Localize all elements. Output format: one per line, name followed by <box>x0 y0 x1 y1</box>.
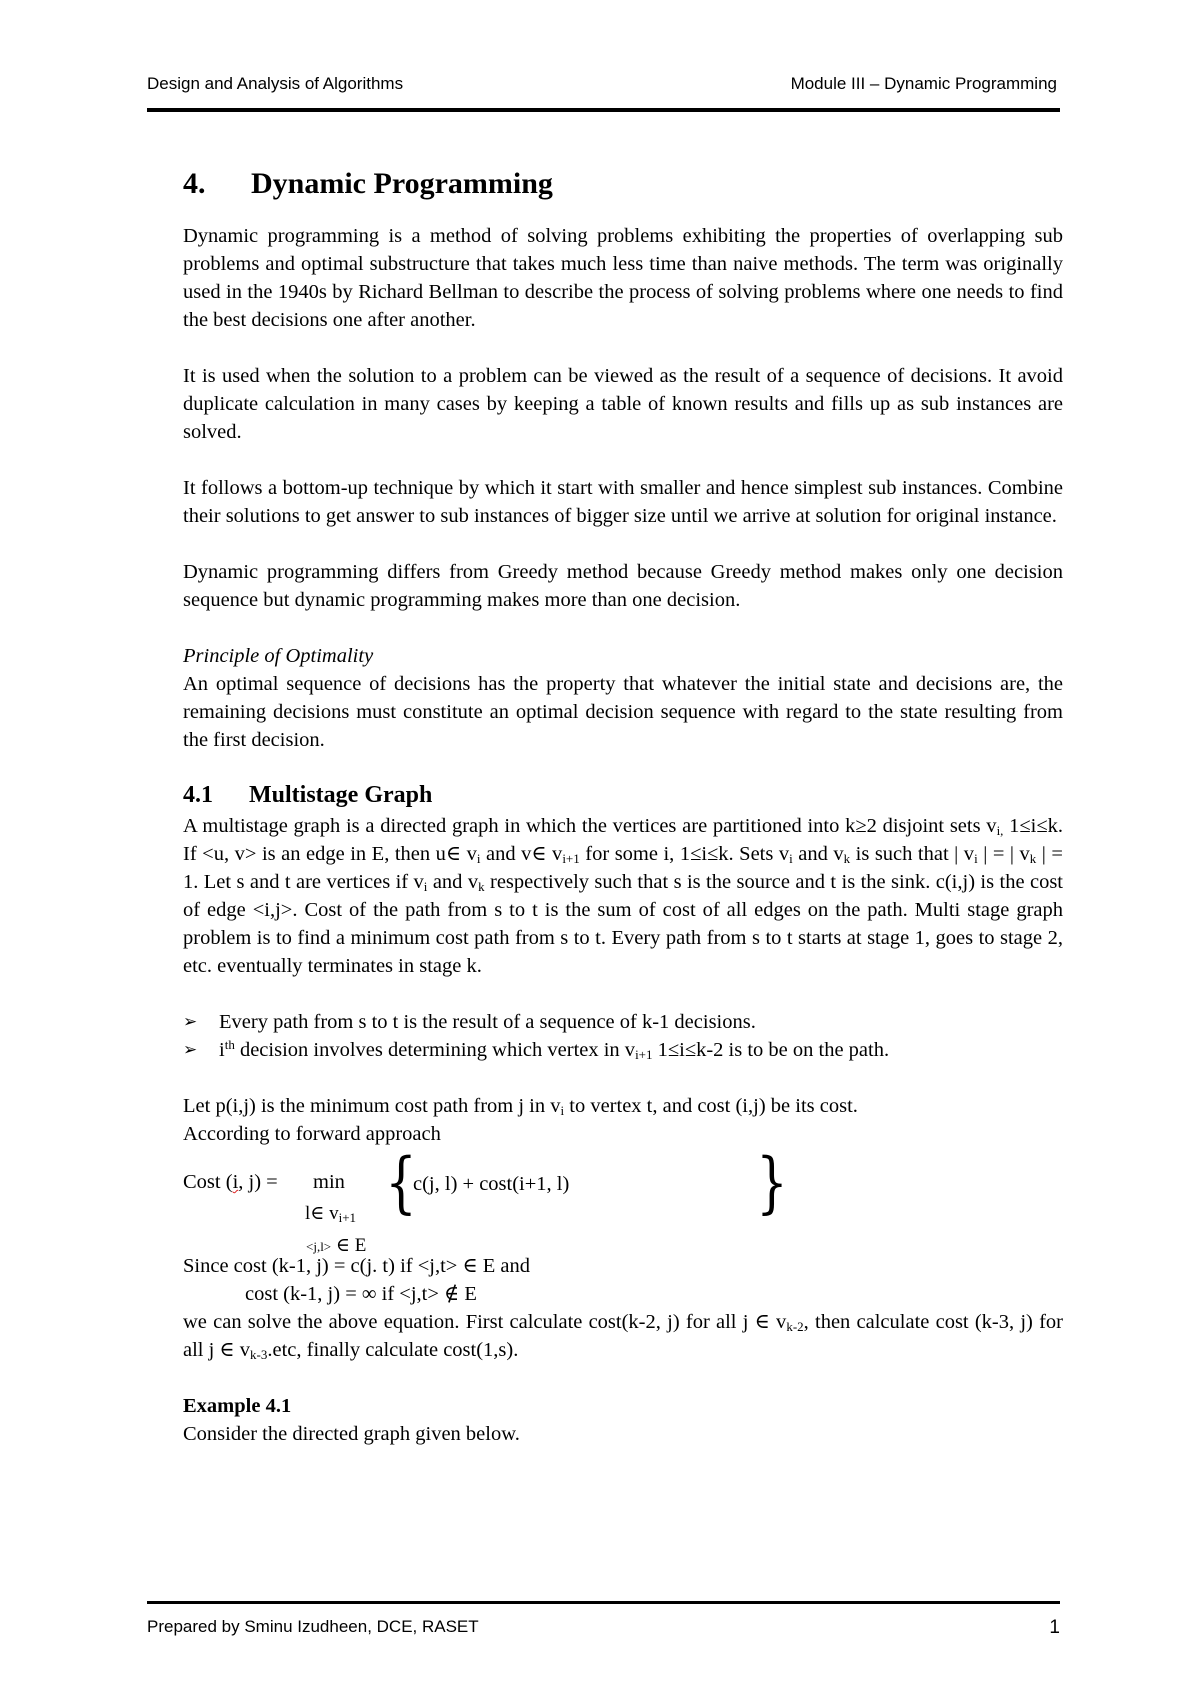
formula-min: min <box>313 1171 345 1193</box>
section-heading <box>183 166 1063 202</box>
principle-text: An optimal sequence of decisions has the property that whatever the initial state and decisions are, the remaining decisions must constitute an optimal decision sequence with regard to the state resulting from the first decision. <box>183 673 1063 751</box>
paragraph-definition: Dynamic programming is a method of solving problems exhibiting the properties of overlapping sub problems and optimal substructure that takes much less time than naive methods. The term was originally used in the 1940s by Richard Bellman to describe the process of solving problems where one needs to find the best decisions one after another. <box>183 225 1063 331</box>
since-line-1: Since cost (k-1, j) = c(j. t) if <j,t> ∈ E and <box>183 1255 531 1277</box>
subsection-title: Multistage Graph <box>249 782 433 808</box>
formula-edge-condition: <j,l> ∈ E <box>306 1235 367 1256</box>
paragraph-bottom-up: It follows a bottom-up technique by which it start with smaller and hence simplest sub instances. Combine their solutions to get answer to sub instances of bigger size until we arrive at solution for original instance. <box>183 477 1063 527</box>
paragraph-solve: we can solve the above equation. First calculate cost(k-2, j) for all j ∈ $v_{k-2}$, then calculate cost (k-3, j) for all j ∈ $v_{k-3}.etc$, finally calculate cost(1,s). <box>183 1311 1064 1362</box>
bullet-list <box>183 1008 1063 1064</box>
cost-formula <box>183 1144 1063 1256</box>
page-number: 1 <box>1049 1617 1060 1638</box>
page-content <box>183 166 1063 1448</box>
bullet-item: ➢ Every path from s to t is the result of a sequence of k-1 decisions. <box>183 1008 1063 1036</box>
paragraph-usage: It is used when the solution to a problem can be viewed as the result of a sequence of decisions. It avoid duplicate calculation in many cases by keeping a table of known results and fills up as sub instances are solved. <box>183 365 1063 443</box>
formula-lhs: Cost (i, j) = <box>183 1171 278 1193</box>
header-rule <box>147 108 1060 112</box>
paragraph-greedy-comparison: Dynamic programming differs from Greedy method because Greedy method makes only one decision sequence but dynamic programming makes more than one decision. <box>183 561 1063 611</box>
multistage-definition: A multistage graph is a directed graph in which the vertices are partitioned into k≥2 disjoint sets $v_{i,}$ 1≤i≤k. If <u, v> is an edge in E, then u∈ $v_i$ and v∈ $v_{i+1}$ for some i, 1≤i≤k. Sets $v_i$ and $v_k$ is such that | $v_i$ | = | $v_k$ | = 1. Let s and t are vertices if $v_i$ and $v_k$ respectively such that s is the source and t is the sink. c(i,j) is the cost of edge <i,j>. Cost of the path from s to t is the sum of cost of all edges on the path. Multi stage graph problem is to find a minimum cost path from s to t. Every path from s to t starts at stage 1, goes to stage 2, etc. eventually terminates in stage k. <box>183 815 1063 977</box>
page-footer <box>147 1617 1060 1643</box>
header-module-title: Module III – Dynamic Programming <box>790 74 1057 93</box>
formula-min-domain: l∈ $v_{i+1}$ <box>305 1203 357 1225</box>
section-title: Dynamic Programming <box>251 167 553 200</box>
arrow-bullet-icon: ➢ <box>183 1012 198 1032</box>
paragraph-forward-approach: According to forward approach <box>183 1123 441 1145</box>
example-heading: Example 4.1 <box>183 1395 292 1417</box>
footer-author: Prepared by Sminu Izudheen, DCE, RASET <box>147 1617 479 1636</box>
section-number: 4. <box>183 167 206 200</box>
principle-heading: Principle of Optimality <box>183 645 374 667</box>
formula-expression: c(j, l) + cost(i+1, l) <box>413 1173 570 1195</box>
page-header <box>147 74 1057 98</box>
left-brace: { <box>385 1144 417 1221</box>
paragraph-let-p: Let p(i,j) is the minimum cost path from j in $v_i$ to vertex t, and cost (i,j) be its cost. <box>183 1095 858 1118</box>
example-text: Consider the directed graph given below. <box>183 1423 520 1445</box>
subsection-number: 4.1 <box>183 782 213 808</box>
bullet-item: ➢ $i^{th}$ decision involves determining which vertex in $v_{i+1}$ 1≤i≤k-2 is to be on the path. <box>183 1037 890 1062</box>
right-brace: } <box>756 1144 788 1221</box>
header-course-title: Design and Analysis of Algorithms <box>147 74 404 93</box>
subsection-heading <box>183 780 1063 810</box>
footer-rule <box>147 1601 1060 1604</box>
since-line-2: cost (k-1, j) = ∞ if <j,t> ∉ E <box>245 1283 477 1305</box>
arrow-bullet-icon: ➢ <box>183 1040 198 1060</box>
